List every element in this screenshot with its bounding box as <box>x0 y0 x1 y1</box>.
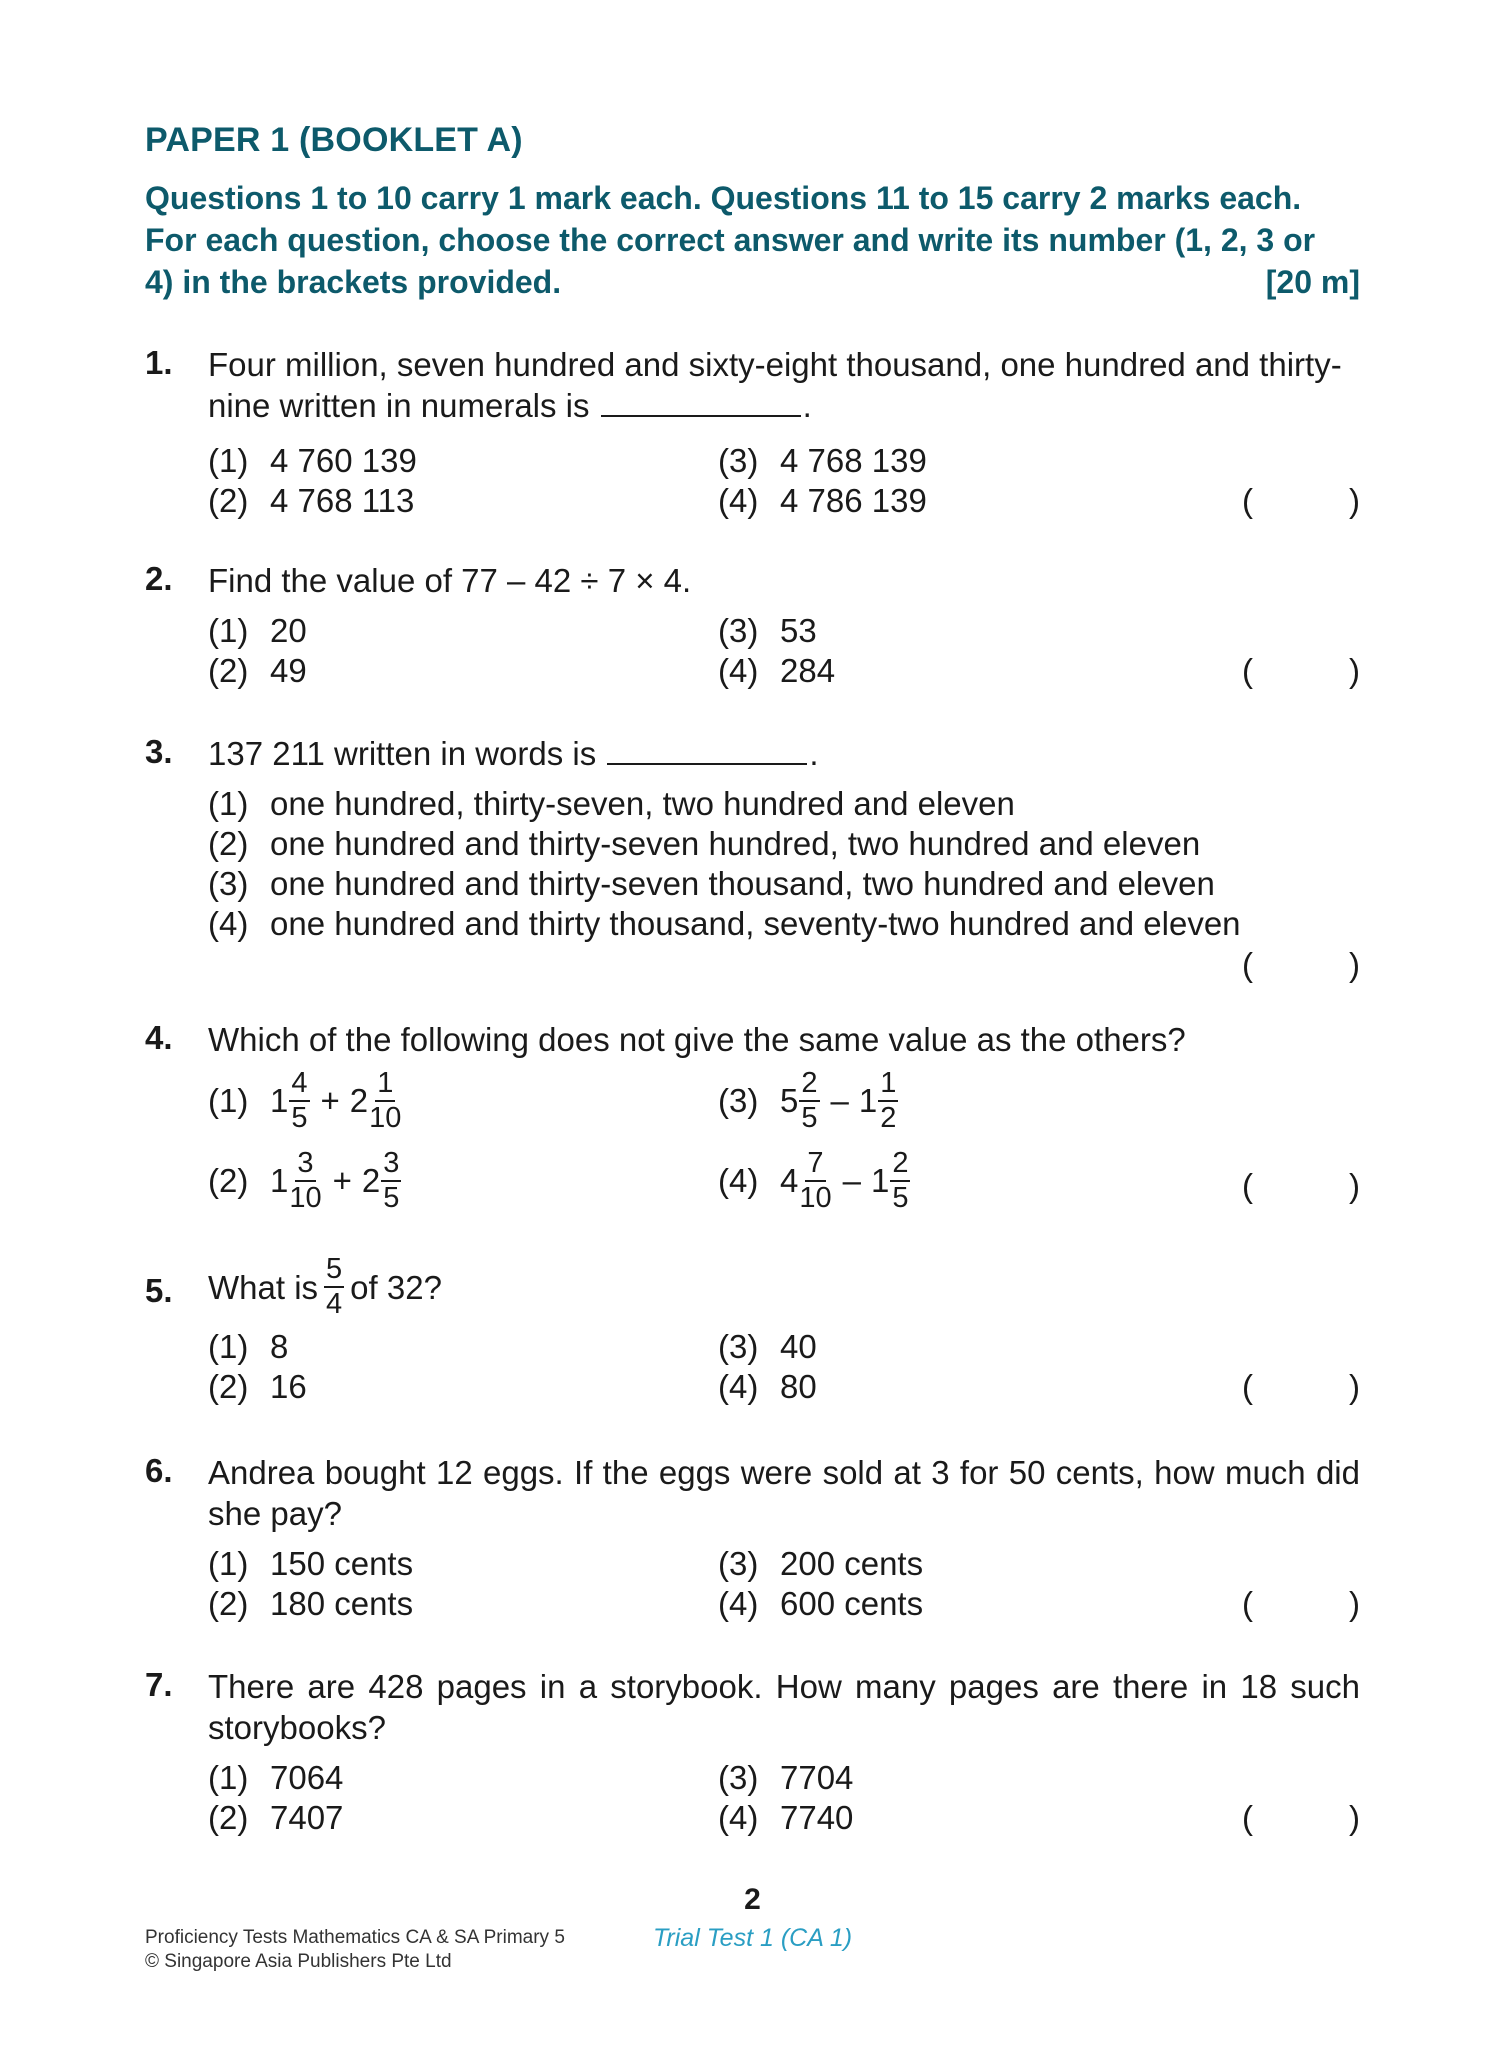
answer-brackets[interactable] <box>1242 1585 1360 1623</box>
option-text: 284 <box>780 652 836 689</box>
question-text-part: nine written in numerals is <box>208 387 590 424</box>
bracket-close: ) <box>1349 1585 1360 1622</box>
option-label: (1) <box>208 1759 249 1796</box>
fraction <box>289 1069 309 1133</box>
bracket-close: ) <box>1349 946 1360 983</box>
bracket-close: ) <box>1349 1167 1360 1204</box>
mixed-number <box>270 1069 311 1133</box>
question-number: 6. <box>145 1452 173 1489</box>
fraction <box>289 1149 321 1213</box>
option-label: (3) <box>718 1328 759 1365</box>
mixed-number <box>780 1149 833 1213</box>
question-text: Find the value of 77 – 42 ÷ 7 × 4. <box>208 562 692 599</box>
question-number: 7. <box>145 1666 173 1703</box>
operator: – <box>842 1162 861 1199</box>
footer-copyright: © Singapore Asia Publishers Pte Ltd <box>145 1951 452 1972</box>
option-1 <box>208 1328 288 1366</box>
denominator: 10 <box>799 1182 832 1214</box>
answer-brackets[interactable] <box>1242 946 1360 984</box>
bracket-close: ) <box>1349 1799 1360 1836</box>
operator: + <box>320 1082 340 1119</box>
option-label: (2) <box>208 825 249 862</box>
instructions <box>145 177 1360 303</box>
option-2 <box>208 652 307 690</box>
option-text: 7704 <box>780 1759 854 1796</box>
denominator: 5 <box>892 1182 909 1214</box>
option-text: 53 <box>780 612 817 649</box>
option-label: (1) <box>208 1328 249 1365</box>
option-3 <box>718 612 817 650</box>
question-text <box>208 1255 1360 1319</box>
option-4 <box>718 1368 817 1406</box>
option-1 <box>208 785 1015 823</box>
bracket-open: ( <box>1242 946 1253 983</box>
bracket-open: ( <box>1242 652 1253 689</box>
option-label: (3) <box>208 865 249 902</box>
numerator: 2 <box>890 1149 910 1182</box>
paper-title: PAPER 1 (BOOKLET A) <box>145 121 523 159</box>
option-label: (4) <box>718 1368 759 1405</box>
instructions-line-3-row <box>145 261 1360 303</box>
whole-part: 2 <box>361 1162 381 1199</box>
mixed-number <box>871 1149 912 1213</box>
whole-part: 5 <box>780 1082 799 1119</box>
denominator: 5 <box>383 1182 400 1214</box>
fraction <box>799 1149 831 1213</box>
option-1 <box>208 1759 343 1797</box>
numerator: 5 <box>324 1255 344 1288</box>
question-text-part: of 32? <box>350 1268 442 1306</box>
option-3 <box>718 1069 899 1133</box>
question-text <box>208 733 1360 774</box>
option-text: 150 cents <box>270 1545 414 1582</box>
denominator: 5 <box>291 1102 308 1134</box>
footer-test-name: Trial Test 1 (CA 1) <box>653 1924 853 1952</box>
operator: + <box>332 1162 352 1199</box>
option-1 <box>208 612 307 650</box>
denominator: 5 <box>801 1102 818 1134</box>
question-text <box>208 344 1360 426</box>
option-label: (1) <box>208 1082 249 1119</box>
mixed-number <box>780 1069 821 1133</box>
numerator: 4 <box>289 1069 309 1102</box>
fraction <box>799 1069 819 1133</box>
footer-book-title: Proficiency Tests Mathematics CA & SA Primary 5 <box>145 1927 565 1948</box>
denominator: 10 <box>289 1182 322 1214</box>
question-number: 5. <box>145 1272 173 1309</box>
option-label: (4) <box>718 1162 759 1199</box>
page-number: 2 <box>744 1883 761 1916</box>
option-text: 4 768 113 <box>270 482 415 519</box>
option-3 <box>718 1759 853 1797</box>
option-label: (1) <box>208 612 249 649</box>
option-label: (2) <box>208 1162 249 1199</box>
question-number: 2. <box>145 560 173 597</box>
bracket-open: ( <box>1242 482 1253 519</box>
option-2 <box>208 1368 307 1406</box>
bracket-close: ) <box>1349 652 1360 689</box>
footer-publisher-info <box>145 1926 565 1974</box>
question-text-part: 137 211 written in words is <box>208 735 597 772</box>
answer-brackets[interactable] <box>1242 1799 1360 1837</box>
instructions-line-2: For each question, choose the correct answer and write its number (1, 2, 3 or <box>145 222 1316 258</box>
option-3 <box>718 1545 923 1583</box>
denominator: 4 <box>326 1288 343 1320</box>
answer-blank <box>607 737 807 765</box>
option-2 <box>208 1585 413 1623</box>
whole-part: 1 <box>270 1162 289 1199</box>
bracket-open: ( <box>1242 1799 1253 1836</box>
question-text-line-1: Four million, seven hundred and sixty-eight thousand, one hundred and thirty- <box>208 346 1342 383</box>
whole-part: 1 <box>870 1162 890 1199</box>
option-label: (3) <box>718 1082 759 1119</box>
option-label: (2) <box>208 1368 249 1405</box>
whole-part: 1 <box>858 1082 878 1119</box>
option-text: 49 <box>270 652 307 689</box>
option-4 <box>718 652 835 690</box>
question-text-end: . <box>802 387 812 424</box>
option-text: 600 cents <box>780 1585 924 1622</box>
option-text: 180 cents <box>270 1585 414 1622</box>
option-2 <box>208 1799 343 1837</box>
fraction <box>890 1149 910 1213</box>
question-text-line-2 <box>208 385 1360 426</box>
option-label: (1) <box>208 785 249 822</box>
bracket-open: ( <box>1242 1585 1253 1622</box>
option-2 <box>208 1149 402 1213</box>
numerator: 1 <box>878 1069 898 1102</box>
option-label: (1) <box>208 1545 249 1582</box>
denominator: 10 <box>369 1102 402 1134</box>
question-text: Which of the following does not give the same value as the others? <box>208 1021 1186 1058</box>
option-text: one hundred and thirty thousand, seventy-two hundred and eleven <box>270 905 1241 942</box>
mixed-number <box>350 1069 403 1133</box>
mixed-number <box>362 1149 403 1213</box>
instructions-line-1: Questions 1 to 10 carry 1 mark each. Questions 11 to 15 carry 2 marks each. <box>145 180 1302 216</box>
option-label: (2) <box>208 652 249 689</box>
option-label: (4) <box>718 1585 759 1622</box>
option-text: 40 <box>780 1328 817 1365</box>
option-1 <box>208 442 417 480</box>
option-label: (2) <box>208 1799 249 1836</box>
answer-brackets[interactable] <box>1242 652 1360 690</box>
option-3 <box>718 1328 817 1366</box>
operator: – <box>830 1082 849 1119</box>
option-text: 8 <box>270 1328 289 1365</box>
option-4 <box>718 1799 853 1837</box>
option-label: (2) <box>208 1585 249 1622</box>
option-1 <box>208 1545 413 1583</box>
option-3 <box>718 442 927 480</box>
question-number: 3. <box>145 733 173 770</box>
worksheet-page <box>145 0 1360 2068</box>
answer-brackets[interactable] <box>1242 1167 1360 1205</box>
option-text: 4 786 139 <box>780 482 927 519</box>
question-text-end: . <box>809 735 819 772</box>
whole-part: 2 <box>349 1082 369 1119</box>
option-text: 80 <box>780 1368 817 1405</box>
whole-part: 4 <box>780 1162 799 1199</box>
option-text: 7740 <box>780 1799 854 1836</box>
option-label: (4) <box>718 652 759 689</box>
question-number: 4. <box>145 1019 173 1056</box>
bracket-close: ) <box>1349 482 1360 519</box>
option-4 <box>208 905 1241 943</box>
question-text: There are 428 pages in a storybook. How many pages are there in 18 such storybooks? <box>208 1668 1360 1746</box>
option-label: (3) <box>718 442 759 479</box>
option-text: 7064 <box>270 1759 344 1796</box>
fraction <box>369 1069 401 1133</box>
option-1 <box>208 1069 402 1133</box>
option-3 <box>208 865 1215 903</box>
option-text: 20 <box>270 612 307 649</box>
denominator: 2 <box>880 1102 897 1134</box>
instructions-line-3: 4) in the brackets provided. <box>145 264 562 300</box>
numerator: 1 <box>375 1069 395 1102</box>
option-label: (1) <box>208 442 249 479</box>
answer-brackets[interactable] <box>1242 482 1360 520</box>
option-label: (2) <box>208 482 249 519</box>
mixed-number <box>270 1149 323 1213</box>
option-2 <box>208 825 1200 863</box>
question-text-part: What is <box>208 1268 319 1306</box>
mixed-number <box>859 1069 900 1133</box>
option-label: (3) <box>718 612 759 649</box>
option-text: 7407 <box>270 1799 344 1836</box>
answer-brackets[interactable] <box>1242 1368 1360 1406</box>
option-4 <box>718 1149 911 1213</box>
numerator: 3 <box>295 1149 315 1182</box>
option-label: (4) <box>208 905 249 942</box>
option-label: (3) <box>718 1545 759 1582</box>
option-text: one hundred and thirty-seven thousand, two hundred and eleven <box>270 865 1215 902</box>
fraction <box>878 1069 898 1133</box>
question-text: Andrea bought 12 eggs. If the eggs were sold at 3 for 50 cents, how much did she pay? <box>208 1454 1360 1532</box>
numerator: 2 <box>799 1069 819 1102</box>
option-text: 200 cents <box>780 1545 924 1582</box>
option-text: 16 <box>270 1368 307 1405</box>
option-text: one hundred and thirty-seven hundred, two hundred and eleven <box>270 825 1201 862</box>
question-number: 1. <box>145 344 173 381</box>
whole-part: 1 <box>270 1082 289 1119</box>
bracket-open: ( <box>1242 1368 1253 1405</box>
option-label: (4) <box>718 482 759 519</box>
option-text: 4 768 139 <box>780 442 927 479</box>
option-text: 4 760 139 <box>270 442 417 479</box>
answer-blank <box>601 389 801 417</box>
option-label: (4) <box>718 1799 759 1836</box>
fraction <box>381 1149 401 1213</box>
numerator: 7 <box>805 1149 825 1182</box>
option-text: one hundred, thirty-seven, two hundred and eleven <box>270 785 1015 822</box>
option-4 <box>718 482 927 520</box>
bracket-close: ) <box>1349 1368 1360 1405</box>
option-2 <box>208 482 414 520</box>
option-4 <box>718 1585 923 1623</box>
fraction <box>324 1255 344 1319</box>
total-marks: [20 m] <box>1265 264 1360 300</box>
numerator: 3 <box>381 1149 401 1182</box>
option-label: (3) <box>718 1759 759 1796</box>
bracket-open: ( <box>1242 1167 1253 1204</box>
